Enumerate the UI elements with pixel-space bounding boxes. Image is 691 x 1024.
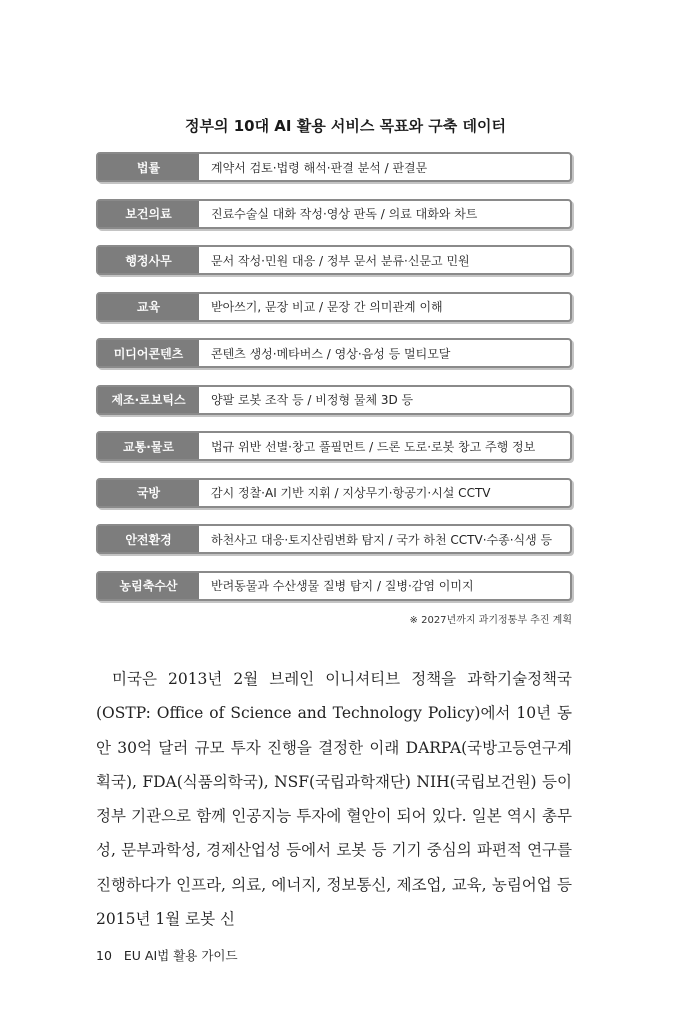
row-category: 국방 <box>98 480 199 506</box>
table-row <box>96 245 572 275</box>
row-category: 법률 <box>98 154 199 180</box>
table-row <box>96 431 572 461</box>
table-row <box>96 385 572 415</box>
book-title: EU AI법 활용 가이드 <box>123 948 238 963</box>
row-category: 안전환경 <box>98 526 199 552</box>
row-description: 콘텐츠 생성·메타버스 / 영상·음성 등 멀티모달 <box>211 346 451 361</box>
row-description: 양팔 로봇 조작 등 / 비정형 물체 3D 등 <box>211 393 414 407</box>
row-category: 제조·로보틱스 <box>98 387 199 413</box>
table-title: 정부의 10대 AI 활용 서비스 목표와 구축 데이터 <box>185 117 506 135</box>
row-description: 하천사고 대응·토지산림변화 탐지 / 국가 하천 CCTV·수종·식생 등 <box>211 532 553 547</box>
row-description: 받아쓰기, 문장 비교 / 문장 간 의미관계 이해 <box>211 300 443 314</box>
body-paragraph: 미국은 2013년 2월 브레인 이니셔티브 정책을 과학기술정책국(OSTP: Office of Science and Technology Policy)에서 10년 동안 30억 달러 규모 투자 진행을 결정한 이래 DARPA(국방고등연구계획국), FDA(식품의학국), NSF(국립과학재단) NIH(국립보건원) 등이 정부 기관으로 함께 인공지능 투자에 혈안이 되어 있다. 일본 역시 총무성, 문부과학성, 경제산업성 등에서 로봇 등 기기 중심의 파편적 연구를 진행하다가 인프라, 의료, 에너지, 정보통신, 제조업, 교육, 농림어업 등 2015년 1월 로봇 신 <box>96 670 572 929</box>
row-category: 농림축수산 <box>98 573 199 599</box>
row-description: 법규 위반 선별·창고 풀필먼트 / 드론 도로·로봇 창고 주행 정보 <box>211 439 536 454</box>
table-note: ※ 2027년까지 과기정통부 추진 계획 <box>409 615 572 626</box>
row-category: 미디어콘텐츠 <box>98 340 199 366</box>
row-description: 반려동물과 수산생물 질병 탐지 / 질병·감염 이미지 <box>211 579 474 593</box>
table-row <box>96 292 572 322</box>
row-description: 감시 정찰·AI 기반 지휘 / 지상무기·항공기·시설 CCTV <box>211 486 491 500</box>
row-category: 교통·물로 <box>98 433 199 459</box>
table-row <box>96 478 572 508</box>
row-category: 보건의료 <box>98 201 199 227</box>
row-category: 교육 <box>98 294 199 320</box>
page-number: 10 <box>96 948 112 963</box>
table-row <box>96 338 572 368</box>
table-row <box>96 152 572 182</box>
table-row <box>96 571 572 601</box>
row-description: 진료수술실 대화 작성·영상 판독 / 의료 대화와 차트 <box>211 207 478 221</box>
row-description: 문서 작성·민원 대응 / 정부 문서 분류·신문고 민원 <box>211 253 470 268</box>
service-table <box>96 152 572 617</box>
table-row <box>96 199 572 229</box>
row-description: 계약서 검토·법령 해석·판결 분석 / 판결문 <box>211 160 428 175</box>
page-footer <box>96 946 238 964</box>
row-category: 행정사무 <box>98 247 199 273</box>
table-row <box>96 524 572 554</box>
